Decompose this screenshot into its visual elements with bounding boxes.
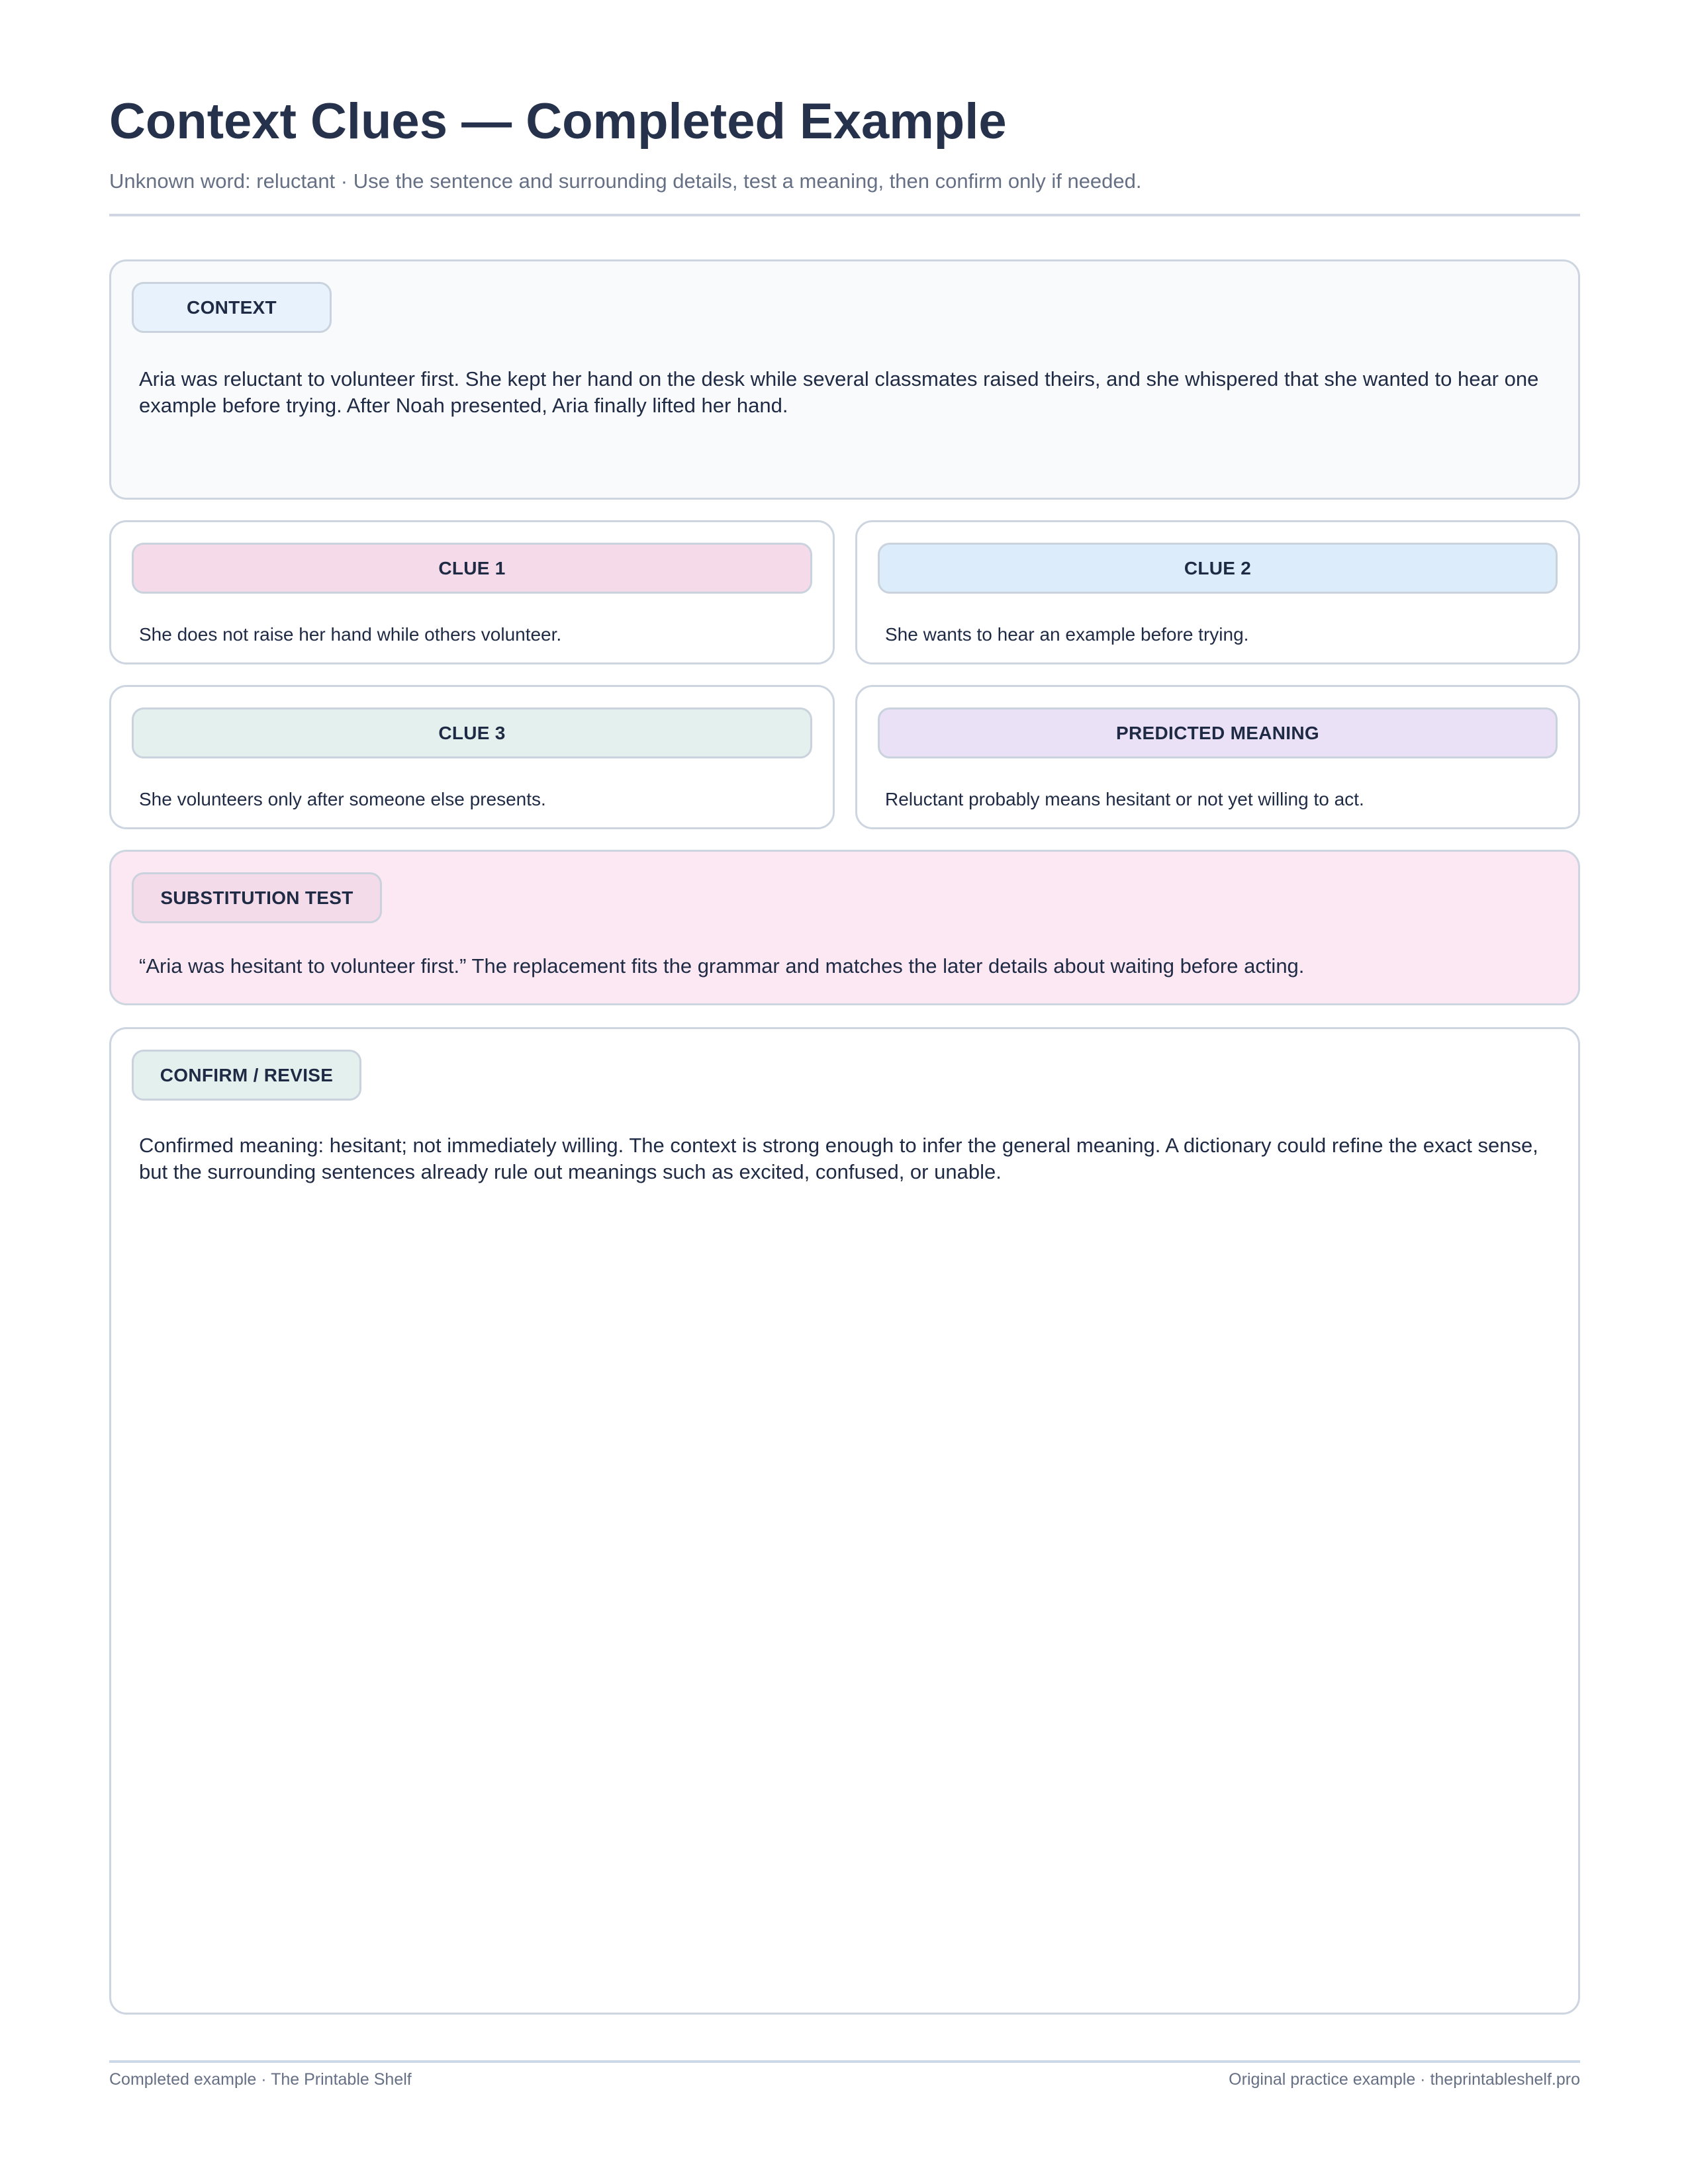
footer-right-text: Original practice example · theprintableshelf.pro: [1229, 2070, 1580, 2089]
substitution-test-label: SUBSTITUTION TEST: [132, 872, 382, 923]
confirm-revise-card: [109, 1027, 1580, 2015]
confirm-revise-label: CONFIRM / REVISE: [132, 1050, 361, 1101]
page-title: Context Clues — Completed Example: [109, 93, 1007, 150]
confirm-revise-text: Confirmed meaning: hesitant; not immediately willing. The context is strong enough to infer the general meaning. A dictionary could refine the exact sense, but the surrounding sentences already rule out meanings such as excited, confused, or unable.: [139, 1134, 1538, 1183]
context-text: Aria was reluctant to volunteer first. She kept her hand on the desk while several classmates raised theirs, and she whispered that she wanted to hear one example before trying. After Noah presented, Aria finally lifted her hand.: [139, 367, 1539, 417]
clue-2-label: CLUE 2: [878, 543, 1558, 594]
clue-1-text: She does not raise her hand while others volunteer.: [139, 624, 562, 645]
header-divider: [109, 214, 1580, 216]
context-label: CONTEXT: [132, 282, 332, 333]
substitution-test-card: [109, 850, 1580, 1005]
clue-2-text: She wants to hear an example before trying.: [885, 624, 1249, 645]
clue-1-card: [109, 520, 835, 664]
footer-left-text: Completed example · The Printable Shelf: [109, 2070, 412, 2089]
predicted-meaning-label: PREDICTED MEANING: [878, 707, 1558, 758]
clue-3-text: She volunteers only after someone else presents.: [139, 789, 546, 809]
clue-3-card: [109, 685, 835, 829]
predicted-meaning-text: Reluctant probably means hesitant or not yet willing to act.: [885, 789, 1364, 809]
substitution-test-text: “Aria was hesitant to volunteer first.” The replacement fits the grammar and matches the later details about waiting before acting.: [139, 954, 1305, 978]
clue-1-label: CLUE 1: [132, 543, 812, 594]
context-card: [109, 259, 1580, 500]
predicted-meaning-card: [855, 685, 1580, 829]
page-subtitle: Unknown word: reluctant · Use the sentence and surrounding details, test a meaning, then confirm only if needed.: [109, 169, 1142, 193]
footer-divider: [109, 2060, 1580, 2063]
clue-3-label: CLUE 3: [132, 707, 812, 758]
clue-2-card: [855, 520, 1580, 664]
